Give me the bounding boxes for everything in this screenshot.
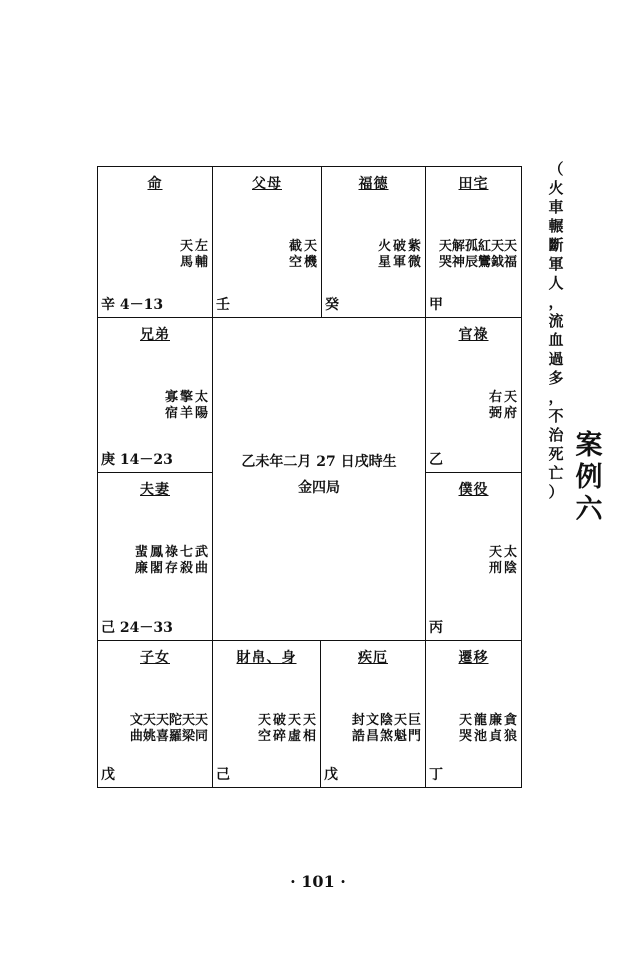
palace-guanlu bbox=[425, 317, 522, 473]
star-name: 破 碎 bbox=[272, 713, 286, 744]
star-name: 天 馬 bbox=[179, 239, 193, 270]
palace-fumu bbox=[212, 166, 322, 318]
star-name: 文 曲 bbox=[129, 713, 143, 744]
star-list bbox=[130, 713, 208, 745]
page-number: · 101 · bbox=[290, 872, 346, 891]
palace-tianzhai bbox=[425, 166, 522, 318]
palace-jie bbox=[320, 640, 426, 788]
palace-qianyi bbox=[425, 640, 522, 788]
star-name: 太 陽 bbox=[194, 390, 208, 421]
star-list bbox=[489, 545, 517, 577]
palace-xiongdi bbox=[97, 317, 213, 473]
star-name: 巨 門 bbox=[407, 713, 421, 744]
star-name: 截 空 bbox=[288, 239, 302, 270]
star-name: 天 鉞 bbox=[490, 239, 504, 270]
palace-stem: 戊 bbox=[101, 767, 115, 783]
star-name: 文 昌 bbox=[365, 713, 379, 744]
palace-stem: 癸 bbox=[325, 297, 339, 313]
star-name: 廉 貞 bbox=[488, 713, 502, 744]
star-list bbox=[489, 390, 517, 422]
star-name: 天 相 bbox=[302, 713, 316, 744]
star-name: 天 虛 bbox=[287, 713, 301, 744]
star-name: 天 刑 bbox=[488, 545, 502, 576]
palace-title: 僕役 bbox=[458, 482, 489, 498]
palace-puyi bbox=[425, 472, 522, 641]
star-list bbox=[352, 713, 421, 745]
palace-fuqi bbox=[97, 472, 213, 641]
palace-stem: 乙 bbox=[429, 452, 443, 468]
palace-ming bbox=[97, 166, 213, 318]
palace-title: 遷移 bbox=[458, 650, 489, 666]
star-list bbox=[165, 390, 208, 422]
palace-title: 夫妻 bbox=[140, 482, 170, 498]
palace-stem: 丙 bbox=[429, 620, 443, 636]
star-name: 天 哭 bbox=[438, 239, 452, 270]
star-name: 蜚 廉 bbox=[134, 545, 148, 576]
palace-title: 福德 bbox=[358, 176, 389, 192]
palace-title: 官祿 bbox=[458, 327, 489, 343]
palace-title: 命 bbox=[147, 176, 163, 192]
palace-stem: 己 24－33 bbox=[101, 620, 173, 636]
star-name: 武 曲 bbox=[194, 545, 208, 576]
star-list bbox=[439, 239, 517, 271]
bureau: 金四局 bbox=[298, 480, 340, 496]
palace-stem: 壬 bbox=[216, 297, 230, 313]
birth-info: 乙未年二月 27 日戌時生 bbox=[241, 454, 397, 470]
palace-title: 兄弟 bbox=[140, 327, 170, 343]
palace-title: 財帛、身 bbox=[236, 650, 297, 666]
star-name: 龍 池 bbox=[473, 713, 487, 744]
star-name: 天 福 bbox=[503, 239, 517, 270]
star-name: 天 喜 bbox=[155, 713, 169, 744]
palace-stem: 甲 bbox=[429, 297, 443, 313]
palace-stem: 庚 14－23 bbox=[101, 452, 173, 468]
star-name: 天 魁 bbox=[393, 713, 407, 744]
star-name: 寡 宿 bbox=[164, 390, 178, 421]
palace-stem: 辛 4－13 bbox=[101, 297, 164, 313]
star-list bbox=[180, 239, 208, 271]
star-name: 解 神 bbox=[451, 239, 465, 270]
star-name: 破 軍 bbox=[392, 239, 406, 270]
palace-title: 田宅 bbox=[458, 176, 489, 192]
case-description: （ 火 車 輾 斷 軍 人 ， 流 血 過 多 ， 不 治 死 亡 ） bbox=[548, 160, 564, 501]
star-name: 天 梁 bbox=[181, 713, 195, 744]
ziwei-chart bbox=[97, 166, 522, 788]
star-name: 天 府 bbox=[503, 390, 517, 421]
palace-stem: 戊 bbox=[324, 767, 338, 783]
star-name: 火 星 bbox=[377, 239, 391, 270]
star-name: 太 陰 bbox=[503, 545, 517, 576]
star-name: 紫 微 bbox=[407, 239, 421, 270]
star-name: 貪 狼 bbox=[503, 713, 517, 744]
palace-title: 父母 bbox=[252, 176, 282, 192]
palace-stem: 丁 bbox=[429, 767, 443, 783]
star-name: 七 殺 bbox=[179, 545, 193, 576]
star-name: 陰 煞 bbox=[379, 713, 393, 744]
palace-title: 疾厄 bbox=[358, 650, 388, 666]
star-list bbox=[378, 239, 421, 271]
star-list bbox=[289, 239, 317, 271]
star-name: 左 輔 bbox=[194, 239, 208, 270]
star-name: 天 空 bbox=[257, 713, 271, 744]
star-name: 天 哭 bbox=[458, 713, 472, 744]
palace-stem: 己 bbox=[216, 767, 230, 783]
star-list bbox=[258, 713, 316, 745]
palace-fude bbox=[321, 166, 426, 318]
center-panel bbox=[212, 317, 426, 641]
star-name: 鳳 閣 bbox=[149, 545, 163, 576]
star-name: 祿 存 bbox=[164, 545, 178, 576]
star-name: 天 姚 bbox=[142, 713, 156, 744]
star-name: 右 弼 bbox=[488, 390, 502, 421]
case-title: 案 例 六 bbox=[575, 430, 603, 525]
star-name: 天 機 bbox=[303, 239, 317, 270]
star-list bbox=[459, 713, 517, 745]
star-list bbox=[135, 545, 208, 577]
star-name: 紅 鸞 bbox=[477, 239, 491, 270]
palace-title: 子女 bbox=[140, 650, 170, 666]
star-name: 擎 羊 bbox=[179, 390, 193, 421]
star-name: 陀 羅 bbox=[168, 713, 182, 744]
star-name: 孤 辰 bbox=[464, 239, 478, 270]
star-name: 封 誥 bbox=[351, 713, 365, 744]
star-name: 天 同 bbox=[194, 713, 208, 744]
palace-caibo bbox=[212, 640, 321, 788]
palace-zinv bbox=[97, 640, 213, 788]
